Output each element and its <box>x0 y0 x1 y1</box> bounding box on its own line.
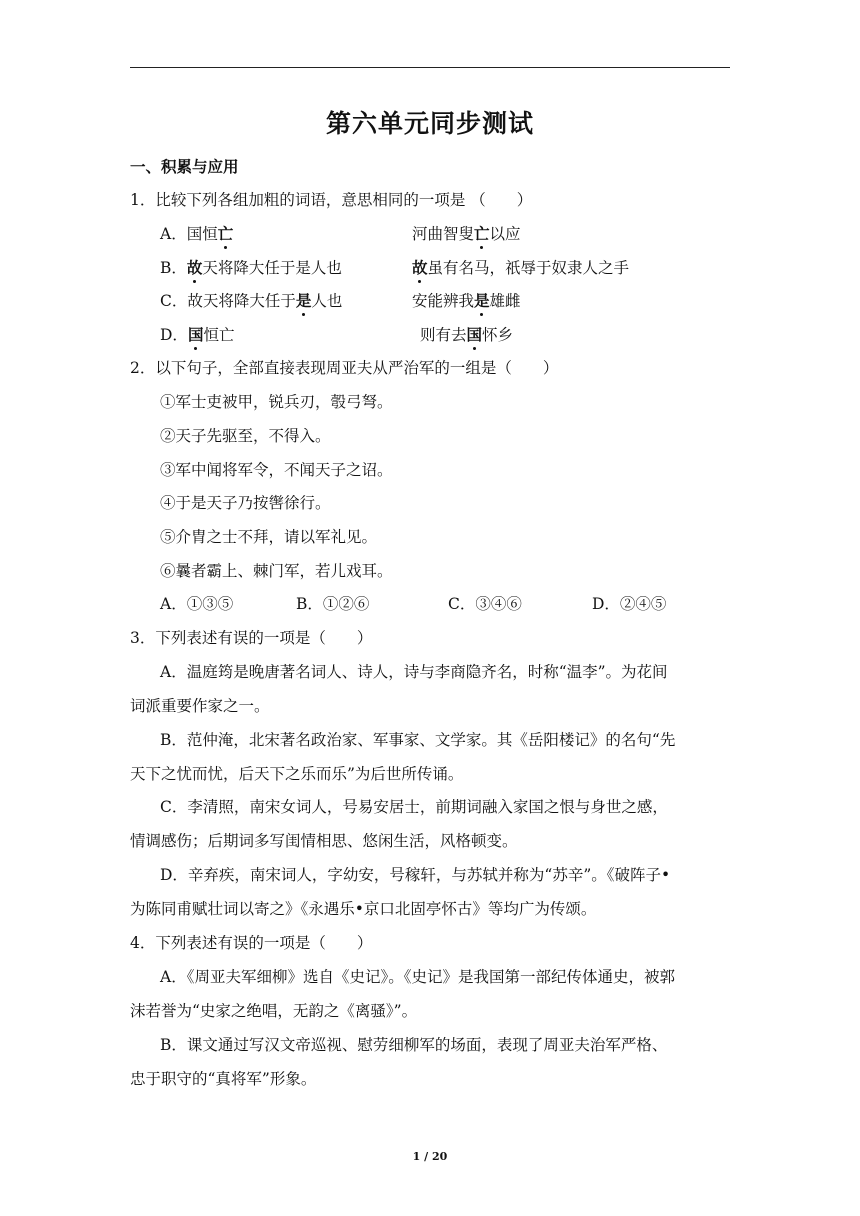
q1-d2-emph: 国 <box>466 325 483 344</box>
q1-b-post: 天将降大任于是人也 <box>202 259 342 277</box>
q2-item: ④于是天子乃按辔徐行。 <box>160 494 331 512</box>
q1-a2-post: 以应 <box>489 225 521 243</box>
q3-line: A．温庭筠是晚唐著名词人、诗人，诗与李商隐齐名，时称“温李”。为花间 <box>160 663 668 681</box>
q1-option-b <box>160 257 342 279</box>
q4-line: A．《周亚夫军细柳》选自《史记》。《史记》是我国第一部纪传体通史，被郭 <box>160 968 675 986</box>
q1-b2-post: 虽有名马，祇辱于奴隶人之手 <box>427 259 630 277</box>
q3-line: 为陈同甫赋壮词以寄之》《永遇乐•京口北固亭怀古》等均广为传颂。 <box>130 900 597 918</box>
q1-option-b-pair <box>412 257 629 279</box>
q3-line: B．范仲淹，北宋著名政治家、军事家、文学家。其《岳阳楼记》的名句“先 <box>160 731 676 749</box>
q1-b-label: B． <box>160 259 187 277</box>
q1-d-post: 恒亡 <box>203 326 235 344</box>
q1-d2-pre: 则有去 <box>420 326 467 344</box>
q1-b2-emph: 故 <box>412 258 428 277</box>
q4-line: B．课文通过写汉文帝巡视、慰劳细柳军的场面，表现了周亚夫治军严格、 <box>160 1036 668 1054</box>
q4-line: 沫若誉为“史家之绝唱，无韵之《离骚》”。 <box>130 1002 418 1020</box>
q1-option-d-pair <box>420 324 513 346</box>
q1-d-emph: 国 <box>187 325 204 344</box>
q3-line: 情调感伤；后期词多写闺情相思、悠闲生活，风格顿变。 <box>130 832 518 850</box>
q1-c-emph: 是 <box>295 291 312 310</box>
q2-option-c: C．③④⑥ <box>448 595 522 613</box>
q2-option-a: A．①③⑤ <box>160 595 234 613</box>
q1-option-c <box>160 290 342 312</box>
q1-c-post: 人也 <box>311 292 343 310</box>
q1-a-emph: 亡 <box>217 224 234 243</box>
q1-c2-pre: 安能辨我 <box>412 292 475 310</box>
q2-item: ①军士吏被甲，锐兵刃，彀弓弩。 <box>160 393 393 411</box>
q1-option-a <box>160 223 233 245</box>
q1-b-emph: 故 <box>186 258 203 277</box>
q1-option-a-pair <box>412 223 521 245</box>
q2-item: ⑥曩者霸上、棘门军，若儿戏耳。 <box>160 562 393 580</box>
q3-line: D．辛弃疾，南宋词人，字幼安，号稼轩，与苏轼并称为“苏辛”。《破阵子• <box>160 866 671 884</box>
q1-a-text: A．国恒 <box>160 225 218 243</box>
q1-a2-pre: 河曲智叟 <box>412 225 475 243</box>
section-heading: 一、积累与应用 <box>130 158 239 176</box>
page-number: 1 / 20 <box>412 1150 448 1163</box>
q1-c-pre: C．故天将降大任于 <box>160 292 296 310</box>
q1-option-c-pair <box>412 290 521 312</box>
q1-d-label: D． <box>160 326 188 344</box>
q1-c2-emph: 是 <box>474 291 490 310</box>
header-rule <box>130 67 730 68</box>
q1-option-d <box>160 324 234 346</box>
q2-item: ③军中闻将军令，不闻天子之诏。 <box>160 461 393 479</box>
q4-line: 忠于职守的“真将军”形象。 <box>130 1070 317 1088</box>
q2-item: ⑤介胄之士不拜，请以军礼见。 <box>160 528 378 546</box>
q1-a2-emph: 亡 <box>474 224 490 243</box>
q1-d2-post: 怀乡 <box>482 326 514 344</box>
q2-stem: 2．以下句子，全部直接表现周亚夫从严治军的一组是（ ） <box>130 359 559 377</box>
q2-option-b: B．①②⑥ <box>296 595 370 613</box>
page-title: 第六单元同步测试 <box>325 109 534 138</box>
q2-option-d: D．②④⑤ <box>592 595 667 613</box>
q1-c2-post: 雄雌 <box>489 292 521 310</box>
q3-stem: 3．下列表述有误的一项是（ ） <box>130 629 373 647</box>
q1-stem: 1．比较下列各组加粗的词语，意思相同的一项是 （ ） <box>130 191 533 209</box>
q3-line: C．李清照，南宋女词人，号易安居士，前期词融入家国之恨与身世之感， <box>160 798 668 816</box>
q3-line: 天下之忧而忧，后天下之乐而乐”为后世所传诵。 <box>130 765 464 783</box>
q2-item: ②天子先驱至，不得入。 <box>160 427 331 445</box>
q3-line: 词派重要作家之一。 <box>130 697 270 715</box>
q4-stem: 4．下列表述有误的一项是（ ） <box>130 934 373 952</box>
